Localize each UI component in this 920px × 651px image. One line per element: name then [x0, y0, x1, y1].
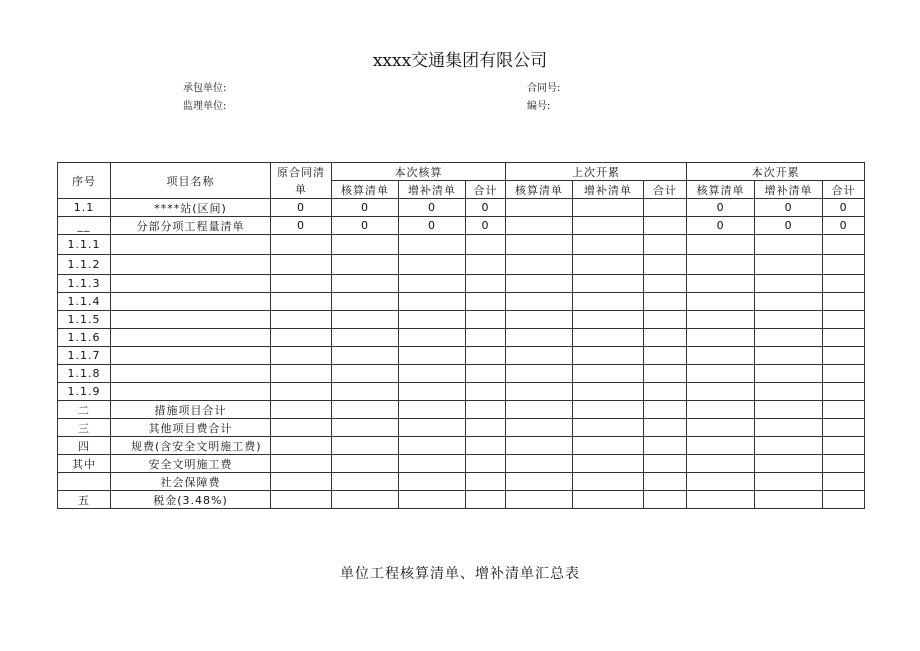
row-name: 分部分项工程量清单 [111, 217, 271, 235]
row-previous-audit [506, 473, 573, 491]
row-current-supplement [399, 383, 466, 401]
row-current-total [466, 401, 506, 419]
row-previous-supplement [573, 311, 644, 329]
row-original [271, 293, 332, 311]
row-name: 规费(含安全文明施工费) [111, 437, 271, 455]
row-current-total [466, 419, 506, 437]
row-previous-audit [506, 347, 573, 365]
row-cumulative-total [823, 255, 865, 275]
row-previous-audit [506, 365, 573, 383]
row-current-supplement [399, 365, 466, 383]
row-name [111, 293, 271, 311]
row-seq: 1.1.3 [58, 275, 111, 293]
row-current-supplement [399, 293, 466, 311]
row-name: 社会保障费 [111, 473, 271, 491]
table-row [58, 235, 865, 255]
row-cumulative-total [823, 293, 865, 311]
row-seq: 1.1.9 [58, 383, 111, 401]
footer-title: 单位工程核算清单、增补清单汇总表 [340, 566, 580, 582]
row-current-supplement [399, 329, 466, 347]
row-seq: 1.1 [58, 199, 111, 217]
row-cumulative-audit [687, 491, 755, 509]
row-name [111, 347, 271, 365]
row-current-audit [332, 383, 399, 401]
row-previous-supplement [573, 401, 644, 419]
row-cumulative-total: 0 [823, 199, 865, 217]
row-current-supplement [399, 275, 466, 293]
row-seq [58, 473, 111, 491]
row-current-supplement [399, 437, 466, 455]
row-original [271, 455, 332, 473]
row-previous-supplement [573, 329, 644, 347]
row-current-total [466, 473, 506, 491]
row-current-supplement [399, 419, 466, 437]
row-previous-total [644, 293, 687, 311]
table-row [58, 473, 865, 491]
row-seq: 1.1.1 [58, 235, 111, 255]
row-current-total [466, 311, 506, 329]
row-previous-total [644, 419, 687, 437]
row-previous-audit [506, 217, 573, 235]
table-row [58, 455, 865, 473]
row-cumulative-audit [687, 329, 755, 347]
row-original [271, 311, 332, 329]
row-cumulative-supplement [755, 329, 823, 347]
row-previous-audit [506, 401, 573, 419]
row-current-total [466, 235, 506, 255]
row-previous-audit [506, 329, 573, 347]
row-seq: 其中 [58, 455, 111, 473]
row-cumulative-total [823, 311, 865, 329]
table-row [58, 217, 865, 235]
row-cumulative-audit [687, 401, 755, 419]
row-cumulative-audit [687, 455, 755, 473]
row-cumulative-audit [687, 235, 755, 255]
row-previous-supplement [573, 455, 644, 473]
row-previous-audit [506, 255, 573, 275]
row-cumulative-total [823, 401, 865, 419]
row-previous-supplement [573, 199, 644, 217]
row-current-total [466, 491, 506, 509]
row-cumulative-supplement [755, 365, 823, 383]
row-current-total [466, 293, 506, 311]
document-title: xxxx交通集团有限公司 [372, 51, 548, 71]
row-cumulative-audit: 0 [687, 217, 755, 235]
row-cumulative-total [823, 491, 865, 509]
row-name [111, 383, 271, 401]
row-name [111, 275, 271, 293]
row-previous-supplement [573, 383, 644, 401]
row-cumulative-supplement: 0 [755, 199, 823, 217]
table-row [58, 419, 865, 437]
row-name [111, 365, 271, 383]
table-row [58, 383, 865, 401]
row-current-audit [332, 255, 399, 275]
row-current-total [466, 347, 506, 365]
table-row [58, 437, 865, 455]
row-current-audit: 0 [332, 217, 399, 235]
row-cumulative-total [823, 235, 865, 255]
row-previous-audit [506, 455, 573, 473]
row-previous-total [644, 491, 687, 509]
row-cumulative-total [823, 275, 865, 293]
row-cumulative-total [823, 419, 865, 437]
row-previous-total [644, 217, 687, 235]
row-current-supplement [399, 235, 466, 255]
row-previous-supplement [573, 255, 644, 275]
row-current-supplement: 0 [399, 199, 466, 217]
header-previous-total: 合计 [644, 181, 687, 199]
row-original [271, 437, 332, 455]
row-cumulative-audit [687, 311, 755, 329]
table-row [58, 275, 865, 293]
row-seq: 四 [58, 437, 111, 455]
row-current-total: 0 [466, 199, 506, 217]
row-cumulative-total [823, 329, 865, 347]
header-current-supplement: 增补清单 [399, 181, 466, 199]
row-cumulative-supplement [755, 401, 823, 419]
row-cumulative-total [823, 473, 865, 491]
row-current-audit [332, 293, 399, 311]
row-seq: 五 [58, 491, 111, 509]
row-previous-total [644, 383, 687, 401]
row-previous-total [644, 437, 687, 455]
row-current-audit: 0 [332, 199, 399, 217]
row-previous-total [644, 347, 687, 365]
header-group-current: 本次核算 [332, 163, 506, 181]
row-name [111, 311, 271, 329]
row-previous-total [644, 235, 687, 255]
row-cumulative-audit [687, 365, 755, 383]
header-name: 项目名称 [111, 163, 271, 199]
header-cumulative-audit: 核算清单 [687, 181, 755, 199]
row-current-total [466, 275, 506, 293]
row-cumulative-audit [687, 473, 755, 491]
row-original: 0 [271, 199, 332, 217]
row-current-audit [332, 347, 399, 365]
row-cumulative-audit [687, 347, 755, 365]
row-previous-supplement [573, 473, 644, 491]
row-cumulative-audit [687, 437, 755, 455]
row-current-total [466, 383, 506, 401]
row-cumulative-supplement [755, 235, 823, 255]
row-seq: __ [58, 217, 111, 235]
row-current-audit [332, 365, 399, 383]
contract-no-label: 合同号: [527, 83, 561, 94]
row-cumulative-supplement [755, 455, 823, 473]
row-previous-supplement [573, 365, 644, 383]
row-current-audit [332, 235, 399, 255]
row-previous-supplement [573, 419, 644, 437]
row-current-supplement: 0 [399, 217, 466, 235]
header-seq: 序号 [58, 163, 111, 199]
row-previous-supplement [573, 347, 644, 365]
row-previous-total [644, 329, 687, 347]
header-cumulative-supplement: 增补清单 [755, 181, 823, 199]
header-row [58, 163, 865, 181]
row-current-audit [332, 329, 399, 347]
row-cumulative-total [823, 383, 865, 401]
row-current-total [466, 365, 506, 383]
row-original [271, 329, 332, 347]
row-previous-total [644, 255, 687, 275]
row-previous-audit [506, 293, 573, 311]
row-previous-supplement [573, 217, 644, 235]
row-seq: 1.1.4 [58, 293, 111, 311]
summary-table [57, 162, 865, 509]
row-original [271, 401, 332, 419]
row-original: 0 [271, 217, 332, 235]
row-current-total [466, 437, 506, 455]
row-previous-total [644, 199, 687, 217]
row-cumulative-supplement [755, 275, 823, 293]
row-original [271, 491, 332, 509]
row-cumulative-supplement: 0 [755, 217, 823, 235]
row-previous-audit [506, 199, 573, 217]
row-previous-audit [506, 491, 573, 509]
row-current-supplement [399, 455, 466, 473]
row-previous-audit [506, 275, 573, 293]
header-orig: 原合同清单 [271, 163, 332, 199]
row-name: 其他项目费合计 [111, 419, 271, 437]
table-row [58, 347, 865, 365]
row-cumulative-audit [687, 275, 755, 293]
row-previous-supplement [573, 293, 644, 311]
row-current-total [466, 329, 506, 347]
table-row [58, 293, 865, 311]
row-seq: 1.1.5 [58, 311, 111, 329]
row-cumulative-total: 0 [823, 217, 865, 235]
row-cumulative-supplement [755, 383, 823, 401]
row-previous-audit [506, 311, 573, 329]
row-original [271, 235, 332, 255]
row-original [271, 255, 332, 275]
row-current-audit [332, 275, 399, 293]
header-group-previous: 上次开累 [506, 163, 687, 181]
header-group-cumulative: 本次开累 [687, 163, 865, 181]
row-seq: 三 [58, 419, 111, 437]
row-cumulative-supplement [755, 311, 823, 329]
row-current-supplement [399, 473, 466, 491]
row-current-audit [332, 401, 399, 419]
contractor-label: 承包单位: [183, 83, 227, 94]
row-cumulative-audit [687, 255, 755, 275]
row-current-total: 0 [466, 217, 506, 235]
row-name: 措施项目合计 [111, 401, 271, 419]
row-current-audit [332, 473, 399, 491]
row-original [271, 365, 332, 383]
row-name [111, 235, 271, 255]
row-previous-audit [506, 419, 573, 437]
row-current-total [466, 255, 506, 275]
row-previous-audit [506, 437, 573, 455]
row-cumulative-audit [687, 293, 755, 311]
row-cumulative-supplement [755, 473, 823, 491]
row-seq: 1.1.7 [58, 347, 111, 365]
row-cumulative-supplement [755, 347, 823, 365]
table-row [58, 329, 865, 347]
row-previous-total [644, 311, 687, 329]
table-row [58, 199, 865, 217]
row-name [111, 329, 271, 347]
row-previous-total [644, 365, 687, 383]
row-current-audit [332, 491, 399, 509]
row-cumulative-total [823, 455, 865, 473]
row-current-supplement [399, 311, 466, 329]
row-cumulative-supplement [755, 491, 823, 509]
row-original [271, 275, 332, 293]
row-current-audit [332, 311, 399, 329]
row-current-supplement [399, 401, 466, 419]
row-cumulative-total [823, 365, 865, 383]
row-cumulative-audit: 0 [687, 199, 755, 217]
serial-no-label: 编号: [527, 101, 551, 112]
table-row [58, 255, 865, 275]
row-previous-total [644, 275, 687, 293]
row-name: 税金(3.48%) [111, 491, 271, 509]
row-current-supplement [399, 347, 466, 365]
row-cumulative-audit [687, 383, 755, 401]
header-previous-supplement: 增补清单 [573, 181, 644, 199]
row-current-supplement [399, 491, 466, 509]
row-cumulative-total [823, 437, 865, 455]
table-row [58, 311, 865, 329]
row-seq: 1.1.2 [58, 255, 111, 275]
table-row [58, 365, 865, 383]
row-seq: 1.1.8 [58, 365, 111, 383]
supervisor-label: 监理单位: [183, 101, 227, 112]
row-name [111, 255, 271, 275]
row-current-supplement [399, 255, 466, 275]
row-previous-total [644, 401, 687, 419]
row-cumulative-audit [687, 419, 755, 437]
header-current-audit: 核算清单 [332, 181, 399, 199]
row-previous-total [644, 455, 687, 473]
header-cumulative-total: 合计 [823, 181, 865, 199]
table-row [58, 401, 865, 419]
header-current-total: 合计 [466, 181, 506, 199]
row-previous-supplement [573, 491, 644, 509]
row-name: ****站(区间) [111, 199, 271, 217]
row-cumulative-supplement [755, 293, 823, 311]
row-previous-total [644, 473, 687, 491]
row-original [271, 347, 332, 365]
row-seq: 二 [58, 401, 111, 419]
row-original [271, 383, 332, 401]
row-current-total [466, 455, 506, 473]
table-row [58, 491, 865, 509]
row-previous-supplement [573, 275, 644, 293]
row-cumulative-total [823, 347, 865, 365]
row-cumulative-supplement [755, 437, 823, 455]
row-cumulative-supplement [755, 419, 823, 437]
row-previous-supplement [573, 235, 644, 255]
row-original [271, 473, 332, 491]
row-current-audit [332, 419, 399, 437]
row-name: 安全文明施工费 [111, 455, 271, 473]
row-cumulative-supplement [755, 255, 823, 275]
row-current-audit [332, 455, 399, 473]
row-current-audit [332, 437, 399, 455]
row-previous-supplement [573, 437, 644, 455]
row-original [271, 419, 332, 437]
row-previous-audit [506, 383, 573, 401]
row-seq: 1.1.6 [58, 329, 111, 347]
row-previous-audit [506, 235, 573, 255]
header-previous-audit: 核算清单 [506, 181, 573, 199]
